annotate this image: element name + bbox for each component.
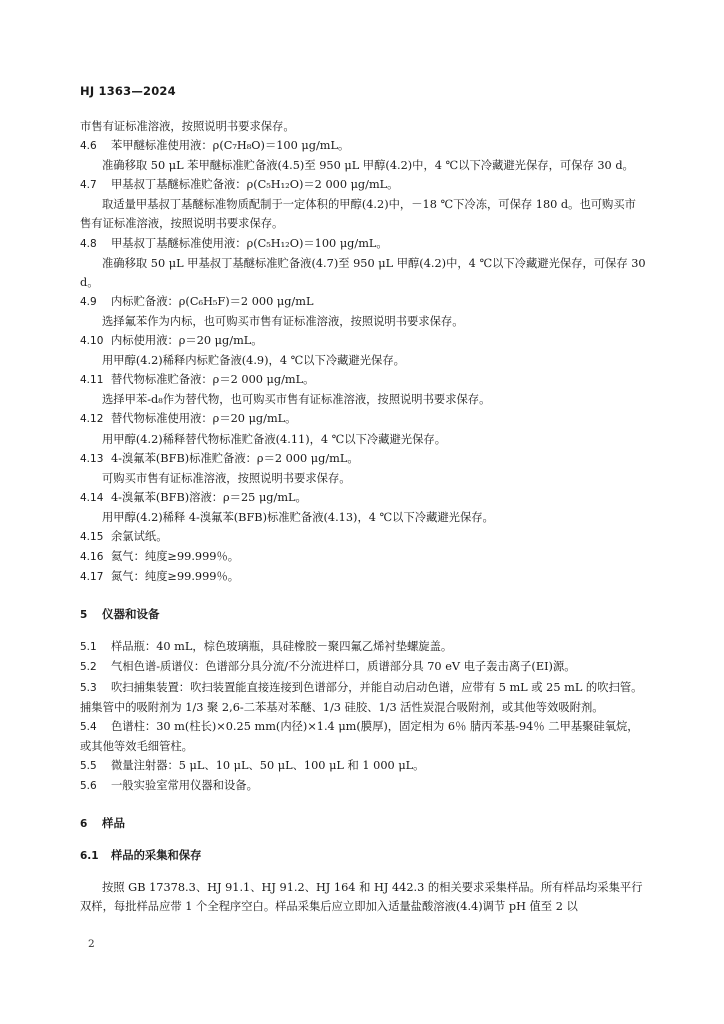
clause-text: 选择甲苯-d₈作为替代物，也可购买市售有证标准溶液，按照说明书要求保存。 xyxy=(102,393,491,407)
paragraph xyxy=(80,156,646,175)
clause-item xyxy=(80,331,646,351)
clause-text: 样品 xyxy=(102,816,125,831)
clause-text: 氦气：纯度≥99.999％。 xyxy=(111,550,240,564)
clause-item xyxy=(80,409,646,429)
clause-number: 4.13 xyxy=(80,452,104,465)
clause-number: 4.16 xyxy=(80,551,104,564)
document-body xyxy=(80,117,646,916)
spacer xyxy=(80,796,646,814)
clause-text: 色谱柱：30 m(柱长)×0.25 mm(内径)×1.4 μm(膜厚)，固定相为 6％ 腈丙苯基-94％ 二甲基聚硅氧烷，或其他等效毛细管柱。 xyxy=(80,719,639,753)
clause-text: 替代物标准贮备液：ρ＝2 000 μg/mL。 xyxy=(111,373,315,387)
spacer xyxy=(80,587,646,605)
clause-item xyxy=(80,717,646,756)
clause-item xyxy=(80,547,646,567)
clause-number: 4.11 xyxy=(80,374,104,387)
clause-item xyxy=(80,488,646,508)
clause-text: 准确移取 50 μL 甲基叔丁基醚标准贮备液(4.7)至 950 μL 甲醇(4.2)中，4 ℃以下冷藏避光保存，可保存 30 d。 xyxy=(80,256,646,289)
clause-number: 4.15 xyxy=(80,530,104,543)
clause-item xyxy=(80,175,646,195)
clause-text: 用甲醇(4.2)稀释 4-溴氟苯(BFB)标准贮备液(4.13)，4 ℃以下冷藏避光保存。 xyxy=(102,510,494,524)
clause-text: 用甲醇(4.2)稀释替代物标准贮备液(4.11)，4 ℃以下冷藏避光保存。 xyxy=(102,432,446,446)
clause-item xyxy=(80,637,646,657)
page-number: 2 xyxy=(88,938,95,950)
clause-text: 样品瓶：40 mL，棕色玻璃瓶，具硅橡胶－聚四氟乙烯衬垫螺旋盖。 xyxy=(111,640,453,654)
paragraph xyxy=(80,195,646,233)
clause-text: 替代物标准使用液：ρ＝20 μg/mL。 xyxy=(111,412,297,426)
clause-text: 取适量甲基叔丁基醚标准物质配制于一定体积的甲醇(4.2)中，－18 ℃下冷冻，可保存 180 d。也可购买市售有证标准溶液，按照说明书要求保存。 xyxy=(80,198,636,231)
paragraph xyxy=(80,312,646,331)
paragraph xyxy=(80,351,646,370)
clause-number: 4.7 xyxy=(80,179,97,192)
clause-text: 选择氟苯作为内标，也可购买市售有证标准溶液，按照说明书要求保存。 xyxy=(102,314,464,328)
clause-number: 5 xyxy=(80,609,88,622)
clause-text: 苯甲醚标准使用液：ρ(C₇H₈O)＝100 μg/mL。 xyxy=(111,139,350,153)
paragraph xyxy=(80,390,646,409)
clause-number: 5.4 xyxy=(80,720,97,733)
clause-number: 4.17 xyxy=(80,571,104,584)
clause-text: 4-溴氟苯(BFB)溶液：ρ＝25 μg/mL。 xyxy=(111,490,307,504)
clause-item xyxy=(80,657,646,677)
clause-number: 5.6 xyxy=(80,780,97,792)
clause-text: 按照 GB 17378.3、HJ 91.1、HJ 91.2、HJ 164 和 HJ 442.3 的相关要求采集样品。所有样品均采集平行双样，每批样品应带 1 个全程序空白。样品采集后应立即加入适量盐酸溶液(4.4)调节 pH 值至 2 以 xyxy=(80,881,643,914)
paragraph xyxy=(80,430,646,449)
clause-text: 吹扫捕集装置：吹扫装置能直接连接到色谱部分，并能自动启动色谱，应带有 5 mL 或 25 mL 的吹扫管。捕集管中的吸附剂为 1/3 聚 2,6-二苯基对苯醚、1/3 硅胶、1/3 活性炭混合吸附剂，或其他等效吸附剂。 xyxy=(80,680,643,714)
clause-number: 5.3 xyxy=(80,681,97,694)
clause-item xyxy=(80,234,646,254)
clause-text: 气相色谱-质谱仪：色谱部分具分流/不分流进样口，质谱部分具 70 eV 电子轰击离子(EI)源。 xyxy=(111,660,576,674)
clause-item xyxy=(80,136,646,156)
clause-number: 4.10 xyxy=(80,335,104,348)
clause-number: 4.12 xyxy=(80,413,104,426)
clause-item xyxy=(80,756,646,776)
clause-text: 可购买市售有证标准溶液，按照说明书要求保存。 xyxy=(102,471,351,485)
clause-text: 甲基叔丁基醚标准使用液：ρ(C₅H₁₂O)＝100 μg/mL。 xyxy=(111,236,388,250)
clause-text: 4-溴氟苯(BFB)标准贮备液：ρ＝2 000 μg/mL。 xyxy=(111,451,359,465)
clause-item xyxy=(80,370,646,390)
clause-text: 内标使用液：ρ＝20 μg/mL。 xyxy=(111,334,263,348)
clause-number: 4.9 xyxy=(80,295,97,308)
spacer xyxy=(80,625,646,637)
spacer xyxy=(80,834,646,846)
clause-text: 市售有证标准溶液，按照说明书要求保存。 xyxy=(80,120,295,133)
clause-number: 5.5 xyxy=(80,759,97,772)
clause-text: 氮气：纯度≥99.999％。 xyxy=(111,570,240,584)
section-heading xyxy=(80,814,646,834)
clause-text: 甲基叔丁基醚标准贮备液：ρ(C₅H₁₂O)＝2 000 μg/mL。 xyxy=(111,178,399,192)
clause-item xyxy=(80,678,646,717)
section-heading xyxy=(80,605,646,625)
clause-item xyxy=(80,567,646,587)
clause-text: 用甲醇(4.2)稀释内标贮备液(4.9)，4 ℃以下冷藏避光保存。 xyxy=(102,354,405,368)
clause-text: 一般实验室常用仪器和设备。 xyxy=(111,779,258,792)
clause-number: 4.14 xyxy=(80,491,104,504)
clause-item xyxy=(80,527,646,547)
clause-text: 余氯试纸。 xyxy=(111,529,168,543)
clause-number: 5.2 xyxy=(80,661,97,674)
spacer xyxy=(80,866,646,878)
clause-number: 6 xyxy=(80,818,88,831)
clause-text: 样品的采集和保存 xyxy=(111,849,202,863)
clause-number: 4.6 xyxy=(80,140,97,153)
paragraph xyxy=(80,254,646,292)
paragraph xyxy=(80,878,646,916)
clause-number: 4.8 xyxy=(80,237,97,250)
clause-number: 6.1 xyxy=(80,850,99,863)
subsection-heading xyxy=(80,846,646,866)
standard-code: HJ 1363—2024 xyxy=(80,84,176,98)
paragraph xyxy=(80,508,646,527)
clause-item xyxy=(80,292,646,312)
continued-text xyxy=(80,117,646,136)
clause-text: 内标贮备液：ρ(C₆H₅F)＝2 000 μg/mL xyxy=(111,294,314,308)
clause-text: 微量注射器：5 μL、10 μL、50 μL、100 μL 和 1 000 μL。 xyxy=(111,758,425,772)
clause-number: 5.1 xyxy=(80,641,97,654)
document-header xyxy=(80,84,176,98)
clause-text: 仪器和设备 xyxy=(102,607,160,622)
clause-text: 准确移取 50 μL 苯甲醚标准贮备液(4.5)至 950 μL 甲醇(4.2)中，4 ℃以下冷藏避光保存，可保存 30 d。 xyxy=(102,159,634,173)
clause-item xyxy=(80,776,646,796)
paragraph xyxy=(80,469,646,488)
clause-item xyxy=(80,449,646,469)
